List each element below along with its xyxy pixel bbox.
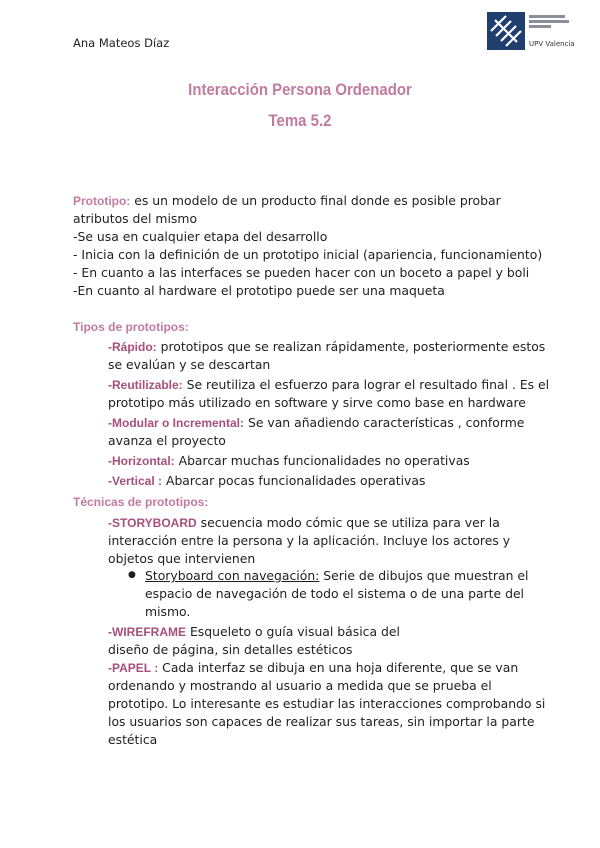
tipo-vertical-text: Abarcar pocas funcionalidades operativas: [162, 473, 426, 488]
page-title: Interacción Persona Ordenador: [188, 80, 412, 99]
tipos-heading: Tipos de prototipos:: [73, 320, 189, 334]
tecnica-storyboard-label: -STORYBOARD: [108, 516, 197, 530]
tipo-horizontal: [108, 452, 470, 470]
logo-text-lines: [529, 15, 569, 30]
tecnica-wireframe-text: Esqueleto o guía visual básica del: [186, 624, 400, 639]
tecnica-wireframe-label: -WIREFRAME: [108, 625, 186, 639]
prototipo-def-text: es un modelo de un producto final donde es posible probar: [130, 193, 501, 208]
storyboard-navegacion: [145, 567, 528, 585]
tecnica-storyboard: [108, 514, 500, 532]
tecnica-storyboard-line3: objetos que intervienen: [108, 551, 256, 566]
prototipo-bullet: -En cuanto al hardware el prototipo puede ser una maqueta: [73, 283, 445, 298]
tipo-rapido-text: prototipos que se realizan rápidamente, posteriormente estos: [156, 339, 546, 354]
prototipo-def-line2: atributos del mismo: [73, 211, 198, 226]
tipo-reutilizable-line2: prototipo más utilizado en software y sirve como base en hardware: [108, 395, 526, 410]
storyboard-navegacion-text: Serie de dibujos que muestran el: [319, 568, 529, 583]
tipo-vertical: [108, 472, 425, 490]
tipo-reutilizable-text: Se reutiliza el esfuerzo para lograr el resultado final . Es el: [182, 377, 550, 392]
university-logo: [487, 12, 577, 52]
tipo-horizontal-label: -Horizontal:: [108, 454, 175, 468]
tipo-modular: [108, 414, 524, 432]
tipo-rapido: [108, 338, 545, 356]
tecnica-storyboard-text: secuencia modo cómic que se utiliza para ver la: [196, 515, 500, 530]
upv-logo-icon: [487, 12, 525, 50]
tecnica-storyboard-line2: interacción entre la persona y la aplicación. Incluye los actores y: [108, 533, 511, 548]
tecnica-papel-line2: ordenando y mostrando al usuario a medida que se prueba el: [108, 678, 492, 693]
logo-caption: UPV Valencia: [529, 40, 575, 48]
tipo-modular-label: -Modular o Incremental:: [108, 416, 245, 430]
tipo-modular-text: Se van añadiendo características , conforme: [244, 415, 525, 430]
tipo-horizontal-text: Abarcar muchas funcionalidades no operativas: [174, 453, 470, 468]
author-name: Ana Mateos Díaz: [73, 36, 170, 50]
prototipo-label: Prototipo:: [73, 194, 131, 208]
prototipo-bullet: -Se usa en cualquier etapa del desarrollo: [73, 229, 328, 244]
prototipo-bullet: - Inicia con la definición de un prototipo inicial (apariencia, funcionamiento): [73, 247, 543, 262]
storyboard-navegacion-label: Storyboard con navegación:: [145, 568, 320, 583]
prototipo-bullet: - En cuanto a las interfaces se pueden hacer con un boceto a papel y boli: [73, 265, 530, 280]
tecnica-wireframe-line2: diseño de página, sin detalles estéticos: [108, 642, 353, 657]
tipo-reutilizable-label: -Reutilizable:: [108, 378, 183, 392]
tipo-modular-line2: avanza el proyecto: [108, 433, 226, 448]
tipo-rapido-line2: se evalúan y se descartan: [108, 357, 271, 372]
tipo-reutilizable: [108, 376, 549, 394]
tecnica-papel-line3: prototipo. Lo interesante es estudiar las interacciones comprobando si: [108, 696, 546, 711]
tipo-vertical-label: -Vertical :: [108, 474, 163, 488]
storyboard-navegacion-line3: mismo.: [145, 604, 191, 619]
tecnica-papel-line4: los usuarios son capaces de realizar sus tareas, sin importar la parte: [108, 714, 535, 729]
tecnica-papel-label: -PAPEL :: [108, 661, 159, 675]
storyboard-navegacion-line2: espacio de navegación de todo el sistema o de una parte del: [145, 586, 525, 601]
tecnicas-heading: Técnicas de prototipos:: [73, 495, 209, 509]
bullet-dot-icon: ●: [128, 570, 136, 580]
tecnica-papel-line5: estética: [108, 732, 158, 747]
page-subtitle: Tema 5.2: [268, 111, 332, 130]
tecnica-papel-text: Cada interfaz se dibuja en una hoja diferente, que se van: [158, 660, 519, 675]
tipo-rapido-label: -Rápido:: [108, 340, 157, 354]
tecnica-papel: [108, 659, 518, 677]
tecnica-wireframe: [108, 623, 400, 641]
prototipo-definition: [73, 192, 501, 210]
